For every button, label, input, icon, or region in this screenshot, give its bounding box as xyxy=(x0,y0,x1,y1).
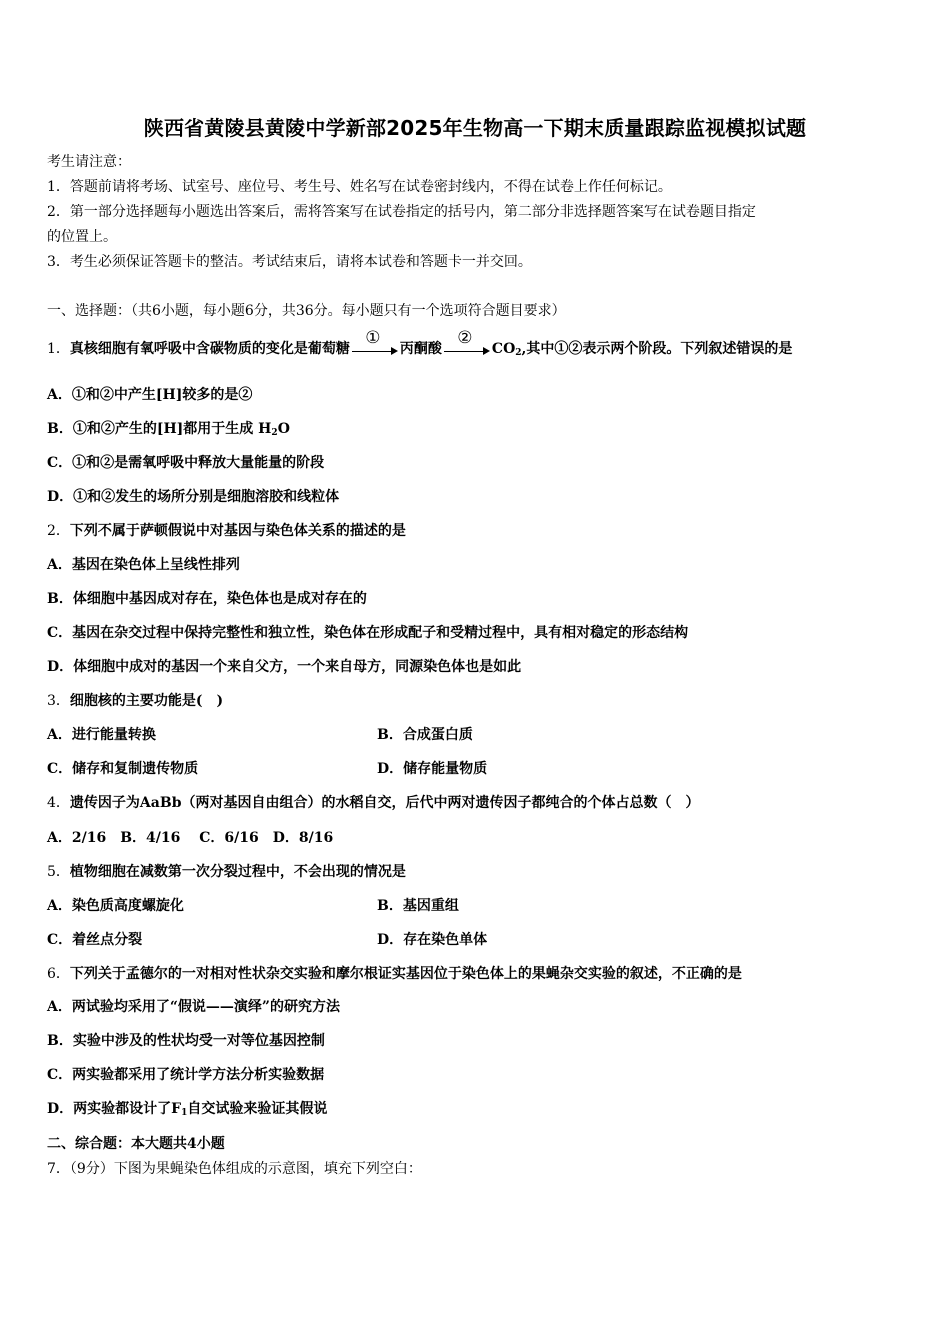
question-number: 6． xyxy=(47,966,70,982)
q4-stem-text: 遗传因子为AaBb（两对基因自由组合）的水稻自交，后代中两对遗传因子都纯合的个体占总数（ ） xyxy=(69,795,700,811)
q6-option-d-text: D．两实验都设计了F xyxy=(47,1101,182,1117)
question-number: 1． xyxy=(47,341,70,357)
q6-option-a: A．两试验均采用了“假说——演绎”的研究方法 xyxy=(47,999,340,1015)
q3-option-a: A．进行能量转换 xyxy=(47,727,156,743)
q6-option-b: B．实验中涉及的性状均受一对等位基因控制 xyxy=(47,1033,325,1049)
q4-options: A．2/16 B．4/16 C．6/16 D．8/16 xyxy=(47,830,334,846)
q6-option-d xyxy=(47,1097,327,1125)
q2-option-a: A．基因在染色体上呈线性排列 xyxy=(47,557,240,573)
q5-option-c: C．着丝点分裂 xyxy=(47,932,143,948)
q1-stem-part: 真核细胞有氧呼吸中含碳物质的变化是葡萄糖 xyxy=(69,341,350,357)
q6-stem-text: 下列关于孟德尔的一对相对性状杂交实验和摩尔根证实基因位于染色体上的果蝇杂交实验的叙述，不正确的是 xyxy=(69,966,742,982)
co2-subscript: 2 xyxy=(515,348,522,358)
question-1-stem xyxy=(47,328,793,365)
question-5-stem xyxy=(47,860,406,884)
q2-option-d: D．体细胞中成对的基因一个来自父方，一个来自母方，同源染色体也是如此 xyxy=(47,659,522,675)
notice-item-2-cont: 的位置上。 xyxy=(47,229,117,245)
q3-stem-text: 细胞核的主要功能是( ) xyxy=(69,693,224,709)
q3-option-d: D．储存能量物质 xyxy=(377,761,488,777)
question-number: 2． xyxy=(47,523,70,539)
notice-heading: 考生请注意： xyxy=(47,154,131,170)
q6-option-d-tail: 自交试验来验证其假说 xyxy=(187,1101,328,1117)
q1-option-b-text: B．①和②产生的[H]都用于生成 H xyxy=(47,421,272,437)
q5-stem-text: 植物细胞在减数第一次分裂过程中，不会出现的情况是 xyxy=(69,864,406,880)
q3-option-c: C．储存和复制遗传物质 xyxy=(47,761,199,777)
q3-option-b: B．合成蛋白质 xyxy=(377,727,473,743)
q5-option-a: A．染色质高度螺旋化 xyxy=(47,898,184,914)
question-number: 3． xyxy=(47,693,70,709)
question-number: 4． xyxy=(47,795,70,811)
q7-stem-text: （9分）下图为果蝇染色体组成的示意图，填充下列空白： xyxy=(69,1161,422,1177)
q6-option-c: C．两实验都采用了统计学方法分析实验数据 xyxy=(47,1067,325,1083)
question-6-stem xyxy=(47,962,742,986)
question-3-stem xyxy=(47,689,223,713)
reaction-arrow-icon xyxy=(444,328,490,356)
q1-option-c: C．①和②是需氧呼吸中释放大量能量的阶段 xyxy=(47,455,325,471)
question-number: 7． xyxy=(47,1161,70,1177)
q2-option-c: C．基因在杂交过程中保持完整性和独立性，染色体在形成配子和受精过程中，具有相对稳定的形态结构 xyxy=(47,625,689,641)
q2-stem-text: 下列不属于萨顿假说中对基因与染色体关系的描述的是 xyxy=(69,523,406,539)
section-2-heading: 二、综合题：本大题共4小题 xyxy=(47,1136,225,1152)
question-7-stem xyxy=(47,1157,422,1181)
page-title: 陕西省黄陵县黄陵中学新部2025年生物高一下期末质量跟踪监视模拟试题 xyxy=(143,116,807,140)
question-number: 5． xyxy=(47,864,70,880)
notice-item-1: 1．答题前请将考场、试室号、座位号、考生号、姓名写在试卷密封线内，不得在试卷上作任何标记。 xyxy=(47,179,672,195)
q1-option-d: D．①和②发生的场所分别是细胞溶胶和线粒体 xyxy=(47,489,340,505)
stage-1-label: ① xyxy=(365,328,381,348)
q1-stem-part: ,其中①②表示两个阶段。下列叙述错误的是 xyxy=(521,341,793,357)
q5-option-d: D．存在染色单体 xyxy=(377,932,488,948)
f1-subscript: 1 xyxy=(181,1108,188,1118)
q1-option-b xyxy=(47,417,290,445)
reaction-arrow-icon xyxy=(352,328,398,356)
stage-2-label: ② xyxy=(457,328,473,348)
q5-option-b: B．基因重组 xyxy=(377,898,459,914)
co2-formula: CO xyxy=(491,341,516,357)
notice-item-2: 2．第一部分选择题每小题选出答案后，需将答案写在试卷指定的括号内，第二部分非选择题答案写在试卷题目指定 xyxy=(47,204,756,220)
question-4-stem xyxy=(47,791,699,815)
q1-option-a: A．①和②中产生[H]较多的是② xyxy=(47,387,253,403)
question-2-stem xyxy=(47,519,406,543)
q1-option-b-tail: O xyxy=(277,421,290,437)
h2o-subscript: 2 xyxy=(271,428,278,438)
section-1-heading: 一、选择题：（共6小题，每小题6分，共36分。每小题只有一个选项符合题目要求） xyxy=(47,303,566,319)
q2-option-b: B．体细胞中基因成对存在，染色体也是成对存在的 xyxy=(47,591,367,607)
q1-stem-part: 丙酮酸 xyxy=(399,341,442,357)
notice-item-3: 3．考生必须保证答题卡的整洁。考试结束后，请将本试卷和答题卡一并交回。 xyxy=(47,254,532,270)
